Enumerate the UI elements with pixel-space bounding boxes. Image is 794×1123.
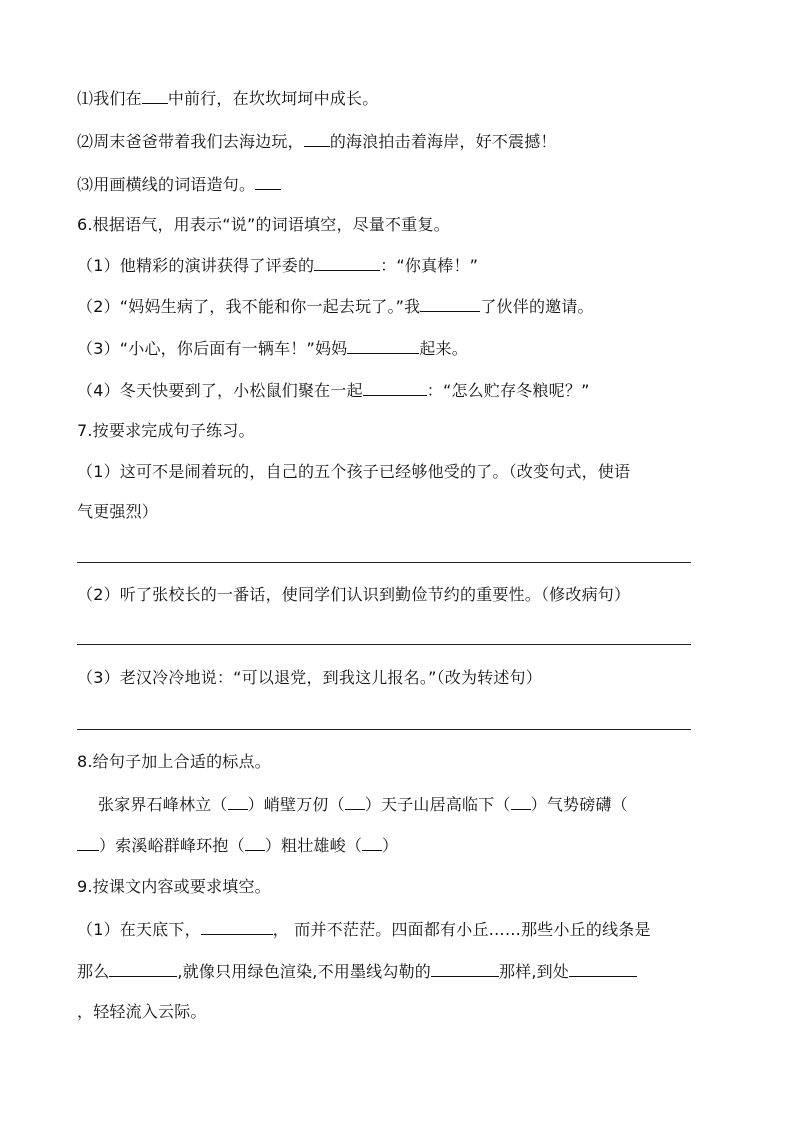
answer-line[interactable]: [77, 644, 691, 645]
q6-s3-text-b: 起来。: [419, 339, 468, 358]
q7-s1-line2: 气更强烈）: [77, 502, 159, 521]
q9-text-c: 那么: [77, 962, 110, 981]
q9-s1-line3: [77, 1001, 207, 1023]
fill-blank[interactable]: [420, 294, 480, 312]
q8-line1: [98, 792, 628, 816]
answer-line[interactable]: [77, 729, 691, 730]
fill-blank[interactable]: [255, 172, 281, 190]
punctuation-blank[interactable]: [362, 833, 382, 851]
q9-text-e: 那样,到处: [498, 962, 570, 981]
q8-text-b: ）峭壁万仞（: [247, 795, 345, 814]
fill-blank[interactable]: [142, 86, 168, 104]
fill-blank[interactable]: [431, 959, 499, 977]
q9-s1-line1: [77, 917, 651, 941]
q5-sub2-text-b: 的海浪拍击着海岸，好不震撼！: [329, 132, 557, 151]
q9-title: 9.按课文内容或要求填空。: [77, 877, 271, 896]
q6-s1: [77, 253, 478, 277]
q6-s4-text-a: （4）冬天快要到了，小松鼠们聚在一起: [77, 381, 363, 400]
fill-blank[interactable]: [347, 336, 419, 354]
fill-blank[interactable]: [314, 253, 380, 271]
q8-text-g: ）: [382, 836, 399, 855]
q9-text-f: ，轻轻流入云际。: [77, 1002, 207, 1021]
q9-text-a: （1）在天底下，: [77, 920, 201, 939]
q5-sub3: [77, 172, 281, 196]
q8-text-d: ）气势磅礴（: [530, 795, 628, 814]
q6-s2-text-a: （2）“妈妈生病了，我不能和你一起去玩了。”我: [77, 297, 421, 316]
fill-blank[interactable]: [109, 959, 177, 977]
q7-title: 7.按要求完成句子练习。: [77, 421, 255, 440]
fill-blank[interactable]: [569, 959, 637, 977]
punctuation-blank[interactable]: [77, 833, 99, 851]
q6-s1-text-a: （1）他精彩的演讲获得了评委的: [77, 256, 315, 275]
q8-text-c: ）天子山居高临下（: [364, 795, 511, 814]
fill-blank[interactable]: [201, 917, 273, 935]
q5-sub1-text-b: 中前行，在坎坎坷坷中成长。: [167, 89, 379, 108]
q5-sub3-text: ⑶用画横线的词语造句。: [77, 175, 256, 194]
punctuation-blank[interactable]: [511, 792, 531, 810]
answer-line[interactable]: [77, 562, 691, 563]
q6-title: 6.根据语气，用表示“说”的词语填空，尽量不重复。: [77, 215, 450, 234]
q7-s1-line1: （1）这可不是闹着玩的，自己的五个孩子已经够他受的了。（改变句式，使语: [77, 462, 631, 481]
q9-s1-line2: [77, 959, 637, 983]
q8-line2: [77, 833, 398, 857]
q6-s4: [77, 378, 590, 402]
q8-text-f: ）粗壮雄峻（: [264, 836, 363, 855]
punctuation-blank[interactable]: [228, 792, 248, 810]
q5-sub2-text-a: ⑵周末爸爸带着我们去海边玩，: [77, 132, 304, 151]
q5-sub1: [77, 86, 378, 110]
q7-s3: （3）老汉冷冷地说：“可以退党，到我这儿报名。”（改为转述句）: [77, 668, 542, 687]
q7-s2: （2）听了张校长的一番话，使同学们认识到勤俭节约的重要性。（修改病句）: [77, 585, 631, 604]
punctuation-blank[interactable]: [345, 792, 365, 810]
q9-text-b: ， 而并不茫茫。四面都有小丘……那些小丘的线条是: [272, 920, 651, 939]
q8-text-e: ）索溪峪群峰环抱（: [99, 836, 245, 855]
fill-blank[interactable]: [363, 378, 427, 396]
q6-s2: [77, 294, 594, 318]
q6-s4-text-b: ：“怎么贮存冬粮呢？”: [426, 381, 590, 400]
q6-s3-text-a: （3）“小心，你后面有一辆车！”妈妈: [77, 339, 348, 358]
q8-title: 8.给句子加上合适的标点。: [77, 752, 271, 771]
q5-sub1-text-a: ⑴我们在: [77, 89, 142, 108]
q6-s3: [77, 336, 468, 360]
q5-sub2: [77, 129, 557, 153]
q6-s2-text-b: 了伙伴的邀请。: [480, 297, 594, 316]
q8-text-a: 张家界石峰林立（: [98, 795, 228, 814]
q6-s1-text-b: ：“你真棒！”: [380, 256, 479, 275]
q9-text-d: ,就像只用绿色渲染,不用墨线勾勒的: [177, 962, 431, 981]
punctuation-blank[interactable]: [245, 833, 265, 851]
fill-blank[interactable]: [304, 129, 330, 147]
